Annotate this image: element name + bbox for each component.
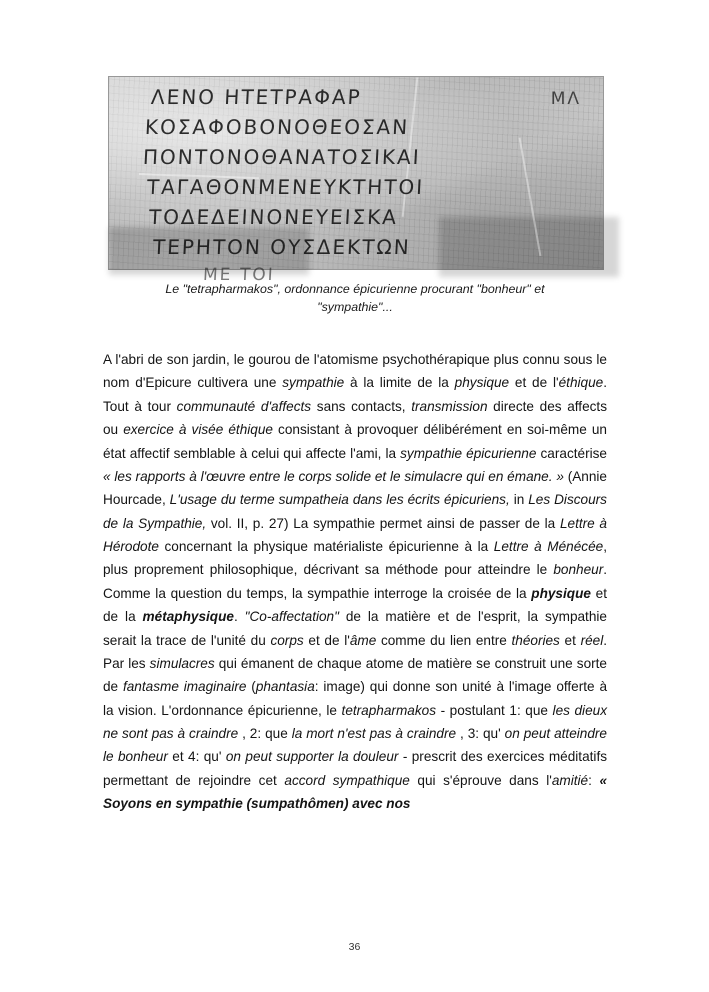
text-run: à la limite de la <box>344 375 455 391</box>
text-run: et de l' <box>509 375 559 391</box>
text-run: les dieux ne sont pas à craindre <box>103 702 607 741</box>
text-run: A l'abri de son jardin, le gourou de l'atomisme psychothérapique plus connu sous le nom d'Epicure cultivera une <box>103 352 607 391</box>
figure-caption-line-1: Le "tetrapharmakos", ordonnance épicurienne procurant "bonheur" et <box>165 282 545 296</box>
text-run: sans contacts, <box>311 398 412 414</box>
text-run: "Co-affectation" <box>244 609 339 625</box>
text-run: éthique <box>558 375 604 391</box>
text-run: « les rapports à l'œuvre entre le corps solide et le simulacre qui en émane. » <box>103 468 564 484</box>
figure-caption <box>108 281 602 317</box>
text-run: âme <box>349 632 377 648</box>
greek-line: ΜΕ ΤΟΙ <box>202 265 276 285</box>
text-run: phantasia <box>255 679 315 695</box>
text-run: - postulant 1: que <box>436 702 553 718</box>
text-run: , plus proprement philosophique, décrivant sa méthode pour atteindre le <box>103 539 607 578</box>
text-run: : <box>588 772 600 788</box>
text-run: tetrapharmakos <box>341 702 436 718</box>
text-run: et 4: qu' <box>167 749 226 765</box>
text-run: ( <box>246 679 256 695</box>
papyrus-image <box>108 76 604 285</box>
text-run: réel <box>580 632 604 648</box>
text-run: simulacres <box>149 655 215 671</box>
text-run: théories <box>511 632 560 648</box>
text-run: qui émanent de chaque atome de matière se construit une sorte de <box>103 655 607 695</box>
text-run: Les Discours de la Sympathie, <box>103 492 607 531</box>
text-run: in <box>509 492 529 508</box>
body-text <box>103 348 607 816</box>
text-run: . Comme la question du temps, la sympathie interroge la croisée de la <box>103 562 607 601</box>
text-run: fantasme imaginaire <box>122 679 247 695</box>
greek-line: ΛΕΝΟ ΗΤΕΤΡΑΦΑΡ <box>150 85 363 109</box>
text-run: Lettre à Hérodote <box>103 515 607 554</box>
text-run: . Tout à tour <box>103 375 607 414</box>
text-run: caractérise <box>536 445 607 461</box>
text-run: transmission <box>411 398 488 414</box>
greek-line: ΤΑΓΑΘΟΝΜΕΝΕΥΚΤΗΤΟΙ <box>146 175 425 199</box>
main-paragraph <box>103 348 607 816</box>
text-run: amitié <box>551 772 589 788</box>
greek-line: ΤΟΔΕΔΕΙΝΟΝΕΥΕΙΣΚΑ <box>148 205 399 229</box>
text-run: concernant la physique matérialiste épicurienne à la <box>158 539 494 554</box>
text-run: on peut supporter la douleur <box>225 749 399 765</box>
text-run: L'usage du terme sumpatheia dans les écrits épicuriens, <box>169 492 510 508</box>
text-run: sympathie <box>282 375 345 391</box>
text-run: de la matière et de l'esprit, la sympathie serait la trace de l'unité du <box>103 609 607 648</box>
text-run: communauté d'affects <box>176 398 312 414</box>
text-run: directe des affects ou <box>103 398 608 438</box>
figure-caption-line-2: "sympathie"... <box>317 299 393 314</box>
text-run: comme du lien entre <box>376 632 512 648</box>
text-run: exercice à visée éthique <box>123 422 273 438</box>
text-run: et de la <box>103 585 607 625</box>
text-run: bonheur <box>553 562 604 578</box>
greek-line: ΠΟΝΤΟΝΟΘΑΝΑΤΟΣΙΚΑΙ <box>142 145 422 169</box>
figure-block <box>108 76 602 317</box>
text-run: , 2: que <box>238 726 292 741</box>
text-run: accord sympathique <box>284 772 410 788</box>
text-run: « Soyons en sympathie (sumpathômen) avec nos <box>103 772 608 812</box>
text-run: . Par les <box>103 632 608 671</box>
text-run: et <box>559 632 581 648</box>
text-run: - prescrit des exercices méditatifs permettant de rejoindre cet <box>103 749 608 788</box>
text-run: on peut atteindre le bonheur <box>103 726 607 765</box>
greek-line: ΤΕΡΗΤΟΝ ΟΥΣΔΕΚΤΩΝ <box>152 235 412 259</box>
text-run: : image) qui donne son unité à l'image offerte à la vision. L'ordonnance épicurienne, le <box>103 679 608 718</box>
text-run: (Annie Hourcade, <box>103 468 607 508</box>
text-run: Lettre à Ménécée <box>493 539 604 554</box>
papyrus-corner-mark: MΛ <box>550 89 581 109</box>
text-run: . <box>233 609 245 625</box>
text-run: physique <box>531 585 591 601</box>
text-run: vol. II, p. 27) La sympathie permet ainsi de passer de la <box>206 515 560 531</box>
greek-line: ΚΟΣΑΦΟΒΟΝΟΘΕΟΣΑΝ <box>144 115 410 139</box>
page-number: 36 <box>348 941 361 953</box>
text-run: qui s'éprouve dans l' <box>409 772 552 788</box>
text-run: , 3: qu' <box>456 726 505 741</box>
greek-text-lines <box>109 77 603 285</box>
text-run: physique <box>454 375 510 391</box>
text-run: la mort n'est pas à craindre <box>291 726 457 741</box>
text-run: métaphysique <box>142 609 234 625</box>
text-run: sympathie épicurienne <box>400 445 537 461</box>
text-run: consistant à provoquer délibérément en soi-même un état affectif semblable à celui qui affecte l'ami, la <box>103 422 607 461</box>
text-run: corps <box>270 632 304 648</box>
text-run: et de l' <box>303 632 350 648</box>
